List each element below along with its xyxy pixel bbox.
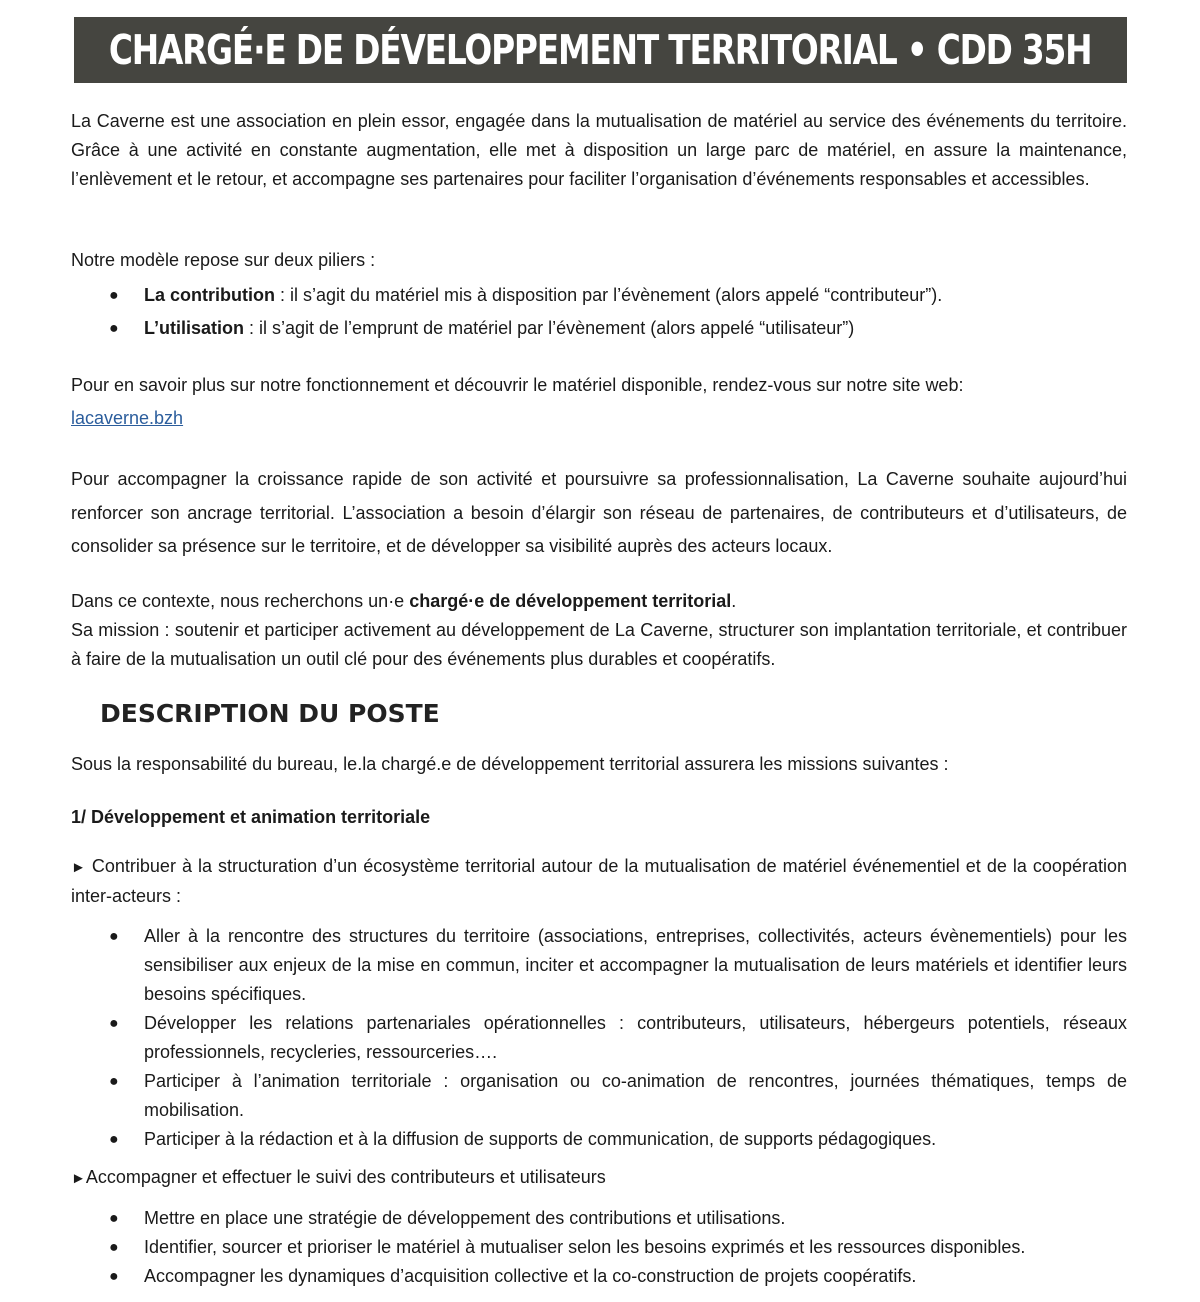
point2-list	[71, 1204, 1127, 1291]
list-item-text: Participer à l’animation territoriale : organisation ou co-animation de rencontres, journées thématiques, temps de mobilisation.	[144, 1071, 1127, 1120]
page-title: CHARGÉ·E DE DÉVELOPPEMENT TERRITORIAL • CDD 35H	[109, 26, 1092, 74]
list-item	[71, 922, 1127, 1009]
pillar-text: : il s’agit du matériel mis à disposition par l’évènement (alors appelé “contributeur”).	[274, 285, 943, 305]
arrow-icon: ►	[71, 1170, 86, 1187]
subsection-title: 1/ Développement et animation territoriale	[71, 807, 431, 827]
pillars-list	[71, 279, 1127, 345]
point2-text: Accompagner et effectuer le suivi des contributeurs et utilisateurs	[85, 1167, 606, 1187]
bullet-icon: ●	[109, 287, 119, 304]
list-item	[71, 1009, 1127, 1067]
website-link[interactable]: lacaverne.bzh	[71, 408, 184, 428]
list-item	[71, 1233, 1127, 1262]
list-item-text: Mettre en place une stratégie de développement des contributions et utilisations.	[144, 1208, 786, 1228]
more-info-block	[71, 369, 1127, 435]
list-item-text: Accompagner les dynamiques d’acquisition collective et la co-construction de projets coopératifs.	[144, 1266, 917, 1286]
list-item	[71, 1067, 1127, 1125]
intro-paragraph: La Caverne est une association en plein essor, engagée dans la mutualisation de matériel au service des événements du territoire. Grâce à une activité en constante augmentation, elle met à disposition un large parc de matériel, en assure la maintenance, l’enlèvement et le retour, et accompagne ses partenaires pour faciliter l’organisation d’événements responsables et accessibles.	[71, 111, 1127, 189]
list-item	[71, 1262, 1127, 1291]
arrow-icon: ►	[71, 859, 86, 876]
bullet-icon: ●	[109, 1015, 119, 1032]
point1-list	[71, 922, 1127, 1154]
bullet-icon: ●	[109, 1131, 119, 1148]
list-item-text: Identifier, sourcer et prioriser le matériel à mutualiser selon les besoins exprimés et les ressources disponibles.	[144, 1237, 1026, 1257]
bullet-icon: ●	[109, 928, 119, 945]
list-item	[71, 1125, 1127, 1154]
context-block	[71, 587, 1127, 674]
point2-lead	[71, 1163, 1127, 1193]
pillar-label: La contribution	[144, 285, 275, 305]
more-info-text: Pour en savoir plus sur notre fonctionnement et découvrir le matériel disponible, rendez-vous sur notre site web:	[71, 375, 964, 395]
bullet-icon: ●	[109, 1073, 119, 1090]
bullet-icon: ●	[109, 1268, 119, 1285]
list-item	[71, 1204, 1127, 1233]
list-item	[71, 279, 1127, 312]
point1-lead	[71, 852, 1127, 911]
bullet-icon: ●	[109, 1239, 119, 1256]
bullet-icon: ●	[109, 320, 119, 337]
point1-text: Contribuer à la structuration d’un écosystème territorial autour de la mutualisation de matériel événementiel et de la coopération inter-acteurs :	[71, 856, 1127, 906]
pillar-text: : il s’agit de l’emprunt de matériel par l’évènement (alors appelé “utilisateur”)	[244, 318, 855, 338]
list-item-text: Aller à la rencontre des structures du territoire (associations, entreprises, collectivités, acteurs évènementiels) pour les sensibiliser aux enjeux de la mise en commun, inciter et accompagner la mutualisation de leurs matériels et identifier leurs besoins spécifiques.	[144, 926, 1127, 1004]
title-banner	[74, 17, 1127, 83]
list-item-text: Participer à la rédaction et à la diffusion de supports de communication, de supports pédagogiques.	[144, 1129, 937, 1149]
role-name: chargé·e de développement territorial	[409, 591, 732, 611]
section-intro: Sous la responsabilité du bureau, le.la chargé.e de développement territorial assurera les missions suivantes :	[71, 754, 949, 774]
section-heading: DESCRIPTION DU POSTE	[100, 699, 440, 728]
context-pre: Dans ce contexte, nous recherchons un·e	[71, 591, 410, 611]
growth-paragraph: Pour accompagner la croissance rapide de son activité et poursuivre sa professionnalisation, La Caverne souhaite aujourd’hui renforcer son ancrage territorial. L’association a besoin d’élargir son réseau de partenaires, de contributeurs et d’utilisateurs, de consolider sa présence sur le territoire, et de développer sa visibilité auprès des acteurs locaux.	[71, 469, 1127, 556]
context-post: .	[731, 591, 737, 611]
list-item-text: Développer les relations partenariales opérationnelles : contributeurs, utilisateurs, hébergeurs potentiels, réseaux professionnels, recycleries, ressourceries….	[144, 1013, 1127, 1062]
bullet-icon: ●	[109, 1210, 119, 1227]
list-item	[71, 312, 1127, 345]
pillar-label: L’utilisation	[144, 318, 245, 338]
model-lead: Notre modèle repose sur deux piliers :	[71, 250, 376, 270]
mission-paragraph: Sa mission : soutenir et participer activement au développement de La Caverne, structurer son implantation territoriale, et contribuer à faire de la mutualisation un outil clé pour des événements plus durables et coopératifs.	[71, 620, 1127, 669]
